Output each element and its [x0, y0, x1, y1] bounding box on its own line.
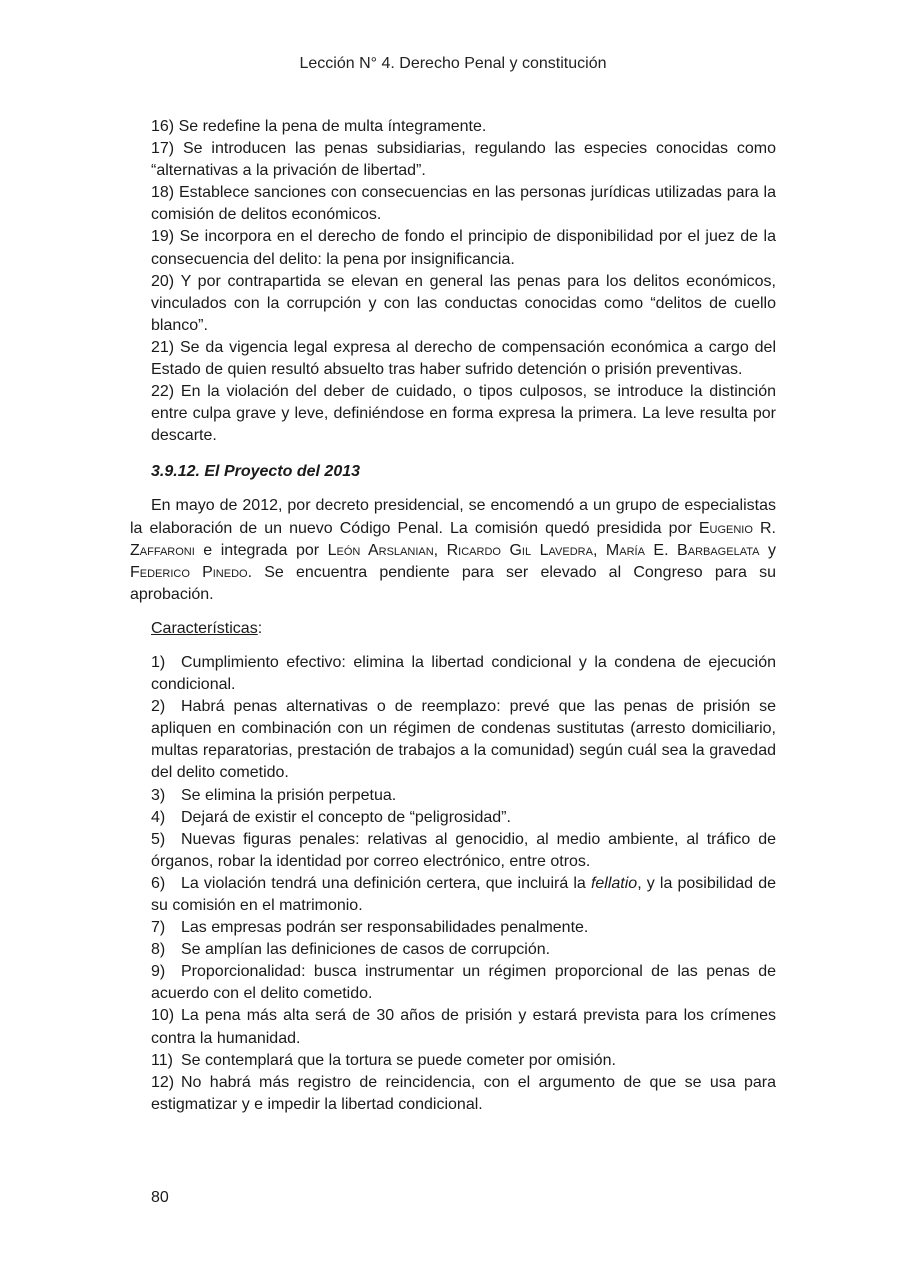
list-item-text: No habrá más registro de reincidencia, con el argumento de que se usa para estigmatizar y e impedir la libertad condicional. [151, 1073, 776, 1113]
subheading-colon: : [257, 619, 263, 637]
list-item: 21) Se da vigencia legal expresa al derecho de compensación económica a cargo del Estado de quien resultó absuelto tras haber sufrido detención o prisión preventivas. [151, 338, 776, 379]
list-item [151, 785, 776, 807]
author-name: León Arslanian [327, 541, 434, 559]
paragraph-text: e integrada por [194, 541, 328, 559]
list-item: 17) Se introducen las penas subsidiarias, regulando las especies conocidas como “alternativas a la privación de libertad”. [151, 140, 776, 180]
list-item-number: 6) [151, 874, 166, 892]
list-item [151, 652, 776, 696]
list-item-number: 1) [151, 653, 166, 671]
characteristics-list [130, 652, 776, 1116]
list-item-number: 8) [151, 941, 166, 959]
list-item: 19) Se incorpora en el derecho de fondo el principio de disponibilidad por el juez de la consecuencia del delito: la pena por insignificancia. [151, 228, 776, 268]
list-item: 22) En la violación del deber de cuidado, o tipos culposos, se introduce la distinción entre culpa grave y leve, definiéndose en forma expresa la primera. La leve resulta por descarte. [151, 383, 776, 445]
section-heading: 3.9.12. El Proyecto del 2013 [151, 463, 361, 481]
paragraph-text: y [759, 541, 776, 559]
list-item: 16) Se redefine la pena de multa íntegramente. [151, 118, 487, 135]
paragraph-text: , [592, 541, 606, 559]
list-item-text: , y la posibilidad de su comisión en el matrimonio. [151, 874, 776, 914]
list-item [151, 873, 776, 917]
list-item-text: Proporcionalidad: busca instrumentar un régimen proporcional de las penas de acuerdo con el delito cometido. [151, 963, 776, 1003]
paragraph-text: , [433, 541, 447, 559]
list-item [151, 807, 776, 829]
list-item-text: La pena más alta será de 30 años de prisión y estará prevista para los crímenes contra la humanidad. [151, 1007, 776, 1047]
list-item [151, 917, 776, 939]
list-item [151, 939, 776, 961]
list-item-text: Dejará de existir el concepto de “peligrosidad”. [181, 808, 511, 826]
reform-list [130, 116, 776, 447]
list-item-text: Habrá penas alternativas o de reemplazo: prevé que las penas de prisión se apliquen en combinación con un régimen de condenas sustitutas (arresto domiciliario, multas reparatorias, prestación de trabajos a la comunidad) según cuál sea la gravedad del delito cometido. [151, 698, 776, 782]
list-item-text: Cumplimiento efectivo: elimina la libertad condicional y la condena de ejecución condicional. [151, 653, 776, 694]
list-item-text: Se elimina la prisión perpetua. [181, 786, 397, 804]
author-name: María E. Barbagelata [605, 541, 760, 559]
paragraph-text: En mayo de 2012, por decreto presidencial, se encomendó a un grupo de especialistas la elaboración de un nuevo Código Penal. La comisión quedó presidida por [130, 497, 776, 537]
list-item-text: Se contemplará que la tortura se puede cometer por omisión. [181, 1051, 616, 1069]
list-item-number: 5) [151, 830, 166, 848]
list-item-number: 10) [151, 1007, 175, 1025]
list-item-number: 9) [151, 963, 166, 981]
list-item-number: 2) [151, 698, 166, 716]
list-item: 20) Y por contrapartida se elevan en general las penas para los delitos económicos, vinculados con la corrupción y con las conductas conocidas como “delitos de cuello blanco”. [151, 272, 776, 334]
list-item-number: 7) [151, 919, 166, 937]
list-item-emphasis: fellatio [590, 874, 638, 892]
list-item-text: Las empresas podrán ser responsabilidades penalmente. [181, 919, 589, 937]
list-item-number: 4) [151, 808, 166, 826]
list-item [151, 829, 776, 873]
page-number: 80 [151, 1189, 169, 1206]
list-item-number: 3) [151, 786, 166, 804]
list-item-number: 11) [151, 1051, 173, 1069]
list-item-text: La violación tendrá una definición certera, que incluirá la [181, 874, 591, 892]
list-item [151, 1072, 776, 1116]
list-item [151, 1005, 776, 1049]
subheading-label: Características [151, 619, 258, 637]
author-name: Eugenio R. Zaffaroni [130, 519, 777, 559]
paragraph-text: . Se encuentra pendiente para ser elevado al Congreso para su aprobación. [130, 563, 776, 603]
author-name: Ricardo Gil Lavedra [446, 541, 593, 559]
section-paragraph [130, 495, 776, 605]
running-header: Lección N° 4. Derecho Penal y constitución [299, 55, 607, 72]
list-item-text: Se amplían las definiciones de casos de corrupción. [181, 941, 551, 959]
list-item [151, 1050, 776, 1072]
page-content [130, 116, 776, 1116]
subheading [151, 618, 776, 640]
list-item-number: 12) [151, 1073, 175, 1091]
list-item [151, 961, 776, 1005]
list-item-text: Nuevas figuras penales: relativas al genocidio, al medio ambiente, al tráfico de órganos, robar la identidad por correo electrónico, entre otros. [151, 830, 776, 870]
list-item: 18) Establece sanciones con consecuencias en las personas jurídicas utilizadas para la comisión de delitos económicos. [151, 184, 776, 224]
author-name: Federico Pinedo [130, 563, 248, 581]
list-item [151, 696, 776, 784]
